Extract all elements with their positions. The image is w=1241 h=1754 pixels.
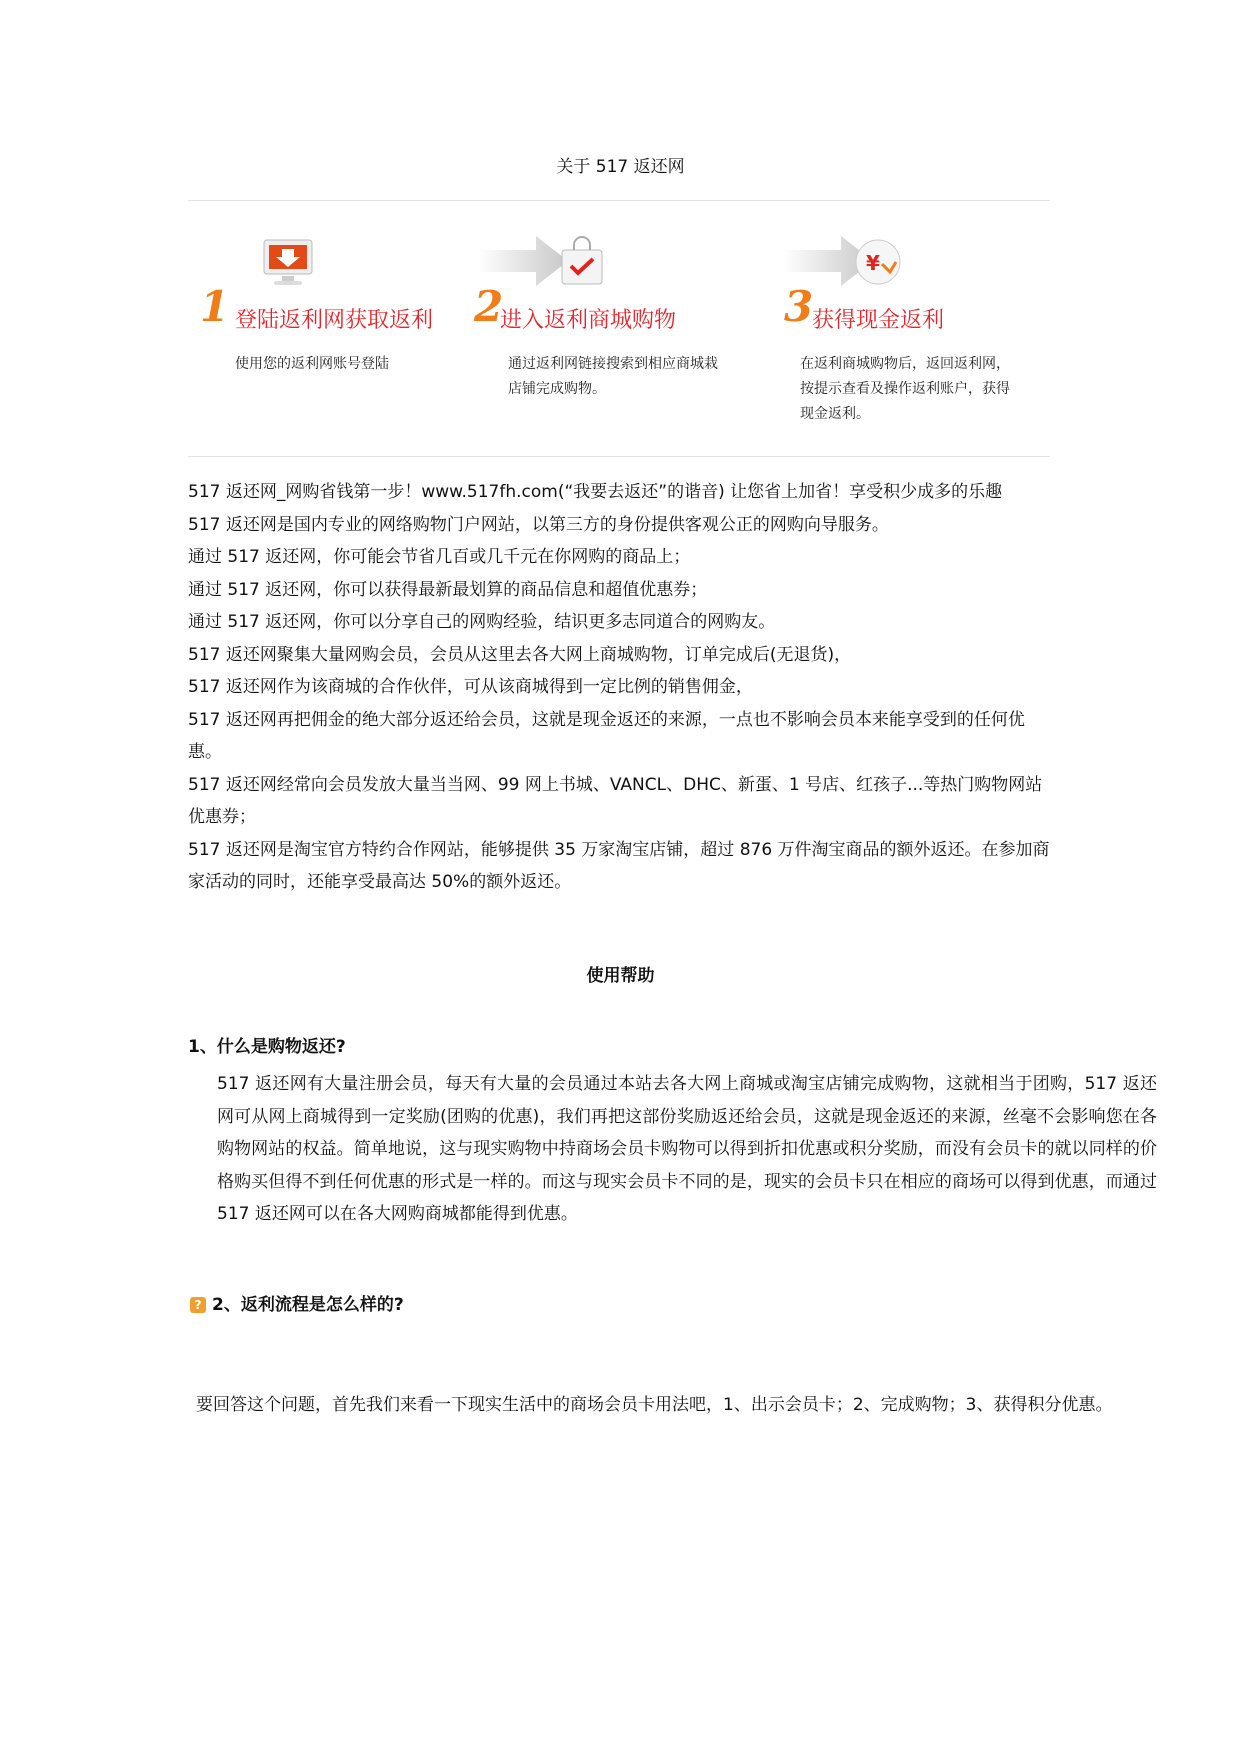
- intro-paragraph: 517 返还网作为该商城的合作伙伴，可从该商城得到一定比例的销售佣金，: [188, 677, 753, 697]
- help-section-title: 使用帮助: [586, 966, 655, 986]
- step-number: 1: [200, 282, 230, 331]
- question-mark-icon: ?: [190, 1297, 206, 1313]
- steps-banner: [188, 226, 1050, 426]
- divider-top: [188, 200, 1050, 201]
- intro-paragraph: 517 返还网再把佣金的绝大部分返还给会员，这就是现金返还的来源，一点也不影响会员本来能享受到的任何优惠。: [188, 709, 1025, 762]
- shopping-bag-check-icon: [554, 236, 610, 288]
- step-description: 在返利商城购物后，返回返利网，按提示查看及操作返利账户，获得现金返利。: [800, 356, 1010, 422]
- step-heading: 获得现金返利: [812, 308, 945, 333]
- step-heading: 进入返利商城购物: [500, 308, 677, 333]
- intro-text: [188, 476, 1050, 899]
- intro-paragraph: 517 返还网_网购省钱第一步！www.517fh.com(“我要去返还”的谐音) 让您省上加省！享受积少成多的乐趣: [188, 482, 1003, 502]
- step-description: 使用您的返利网账号登陆: [235, 356, 389, 372]
- yen-coin-icon: [850, 236, 906, 288]
- question-1: 1、什么是购物返还?: [188, 1037, 346, 1057]
- step-heading: 登陆返利网获取返利: [235, 308, 434, 333]
- question-2: [190, 1290, 404, 1315]
- question-2-text: 2、返利流程是怎么样的?: [212, 1295, 404, 1315]
- intro-paragraph: 通过 517 返还网，你可以分享自己的网购经验，结识更多志同道合的网购友。: [188, 612, 776, 632]
- step-number: 3: [784, 282, 814, 331]
- answer-2: 要回答这个问题，首先我们来看一下现实生活中的商场会员卡用法吧，1、出示会员卡；2、完成购物；3、获得积分优惠。: [196, 1395, 1113, 1415]
- svg-text:¥: ¥: [866, 251, 880, 275]
- step-number: 2: [474, 282, 504, 331]
- answer-1: 517 返还网有大量注册会员，每天有大量的会员通过本站去各大网上商城或淘宝店铺完成购物，这就相当于团购，517 返还网可从网上商城得到一定奖励(团购的优惠)，我们再把这部份奖励返还给会员，这就是现金返还的来源，丝毫不会影响您在各购物网站的权益。简单地说，这与现实购物中持商场会员卡购物可以得到折扣优惠或积分奖励，而没有会员卡的就以同样的价格购买但得不到任何优惠的形式是一样的。而这与现实会员卡不同的是，现实的会员卡只在相应的商场可以得到优惠，而通过 517 返还网可以在各大网购商城都能得到优惠。: [217, 1074, 1157, 1224]
- step-description: 通过返利网链接搜索到相应商城栽店铺完成购物。: [508, 356, 718, 397]
- intro-paragraph: 517 返还网聚集大量网购会员，会员从这里去各大网上商城购物，订单完成后(无退货)，: [188, 644, 852, 665]
- monitor-download-icon: [260, 236, 316, 288]
- page-title: 关于 517 返还网: [556, 157, 685, 177]
- intro-paragraph: 通过 517 返还网，你可能会节省几百或几千元在你网购的商品上；: [188, 547, 691, 567]
- divider-bottom: [188, 456, 1050, 457]
- intro-paragraph: 517 返还网是淘宝官方特约合作网站，能够提供 35 万家淘宝店铺，超过 876 万件淘宝商品的额外返还。在参加商家活动的同时，还能享受最高达 50%的额外返还。: [188, 839, 1050, 892]
- intro-paragraph: 通过 517 返还网，你可以获得最新最划算的商品信息和超值优惠券；: [188, 579, 708, 600]
- intro-paragraph: 517 返还网是国内专业的网络购物门户网站，以第三方的身份提供客观公正的网购向导服务。: [188, 514, 889, 535]
- intro-paragraph: 517 返还网经常向会员发放大量当当网、99 网上书城、VANCL、DHC、新蛋、1 号店、红孩子...等热门购物网站优惠券；: [188, 774, 1043, 827]
